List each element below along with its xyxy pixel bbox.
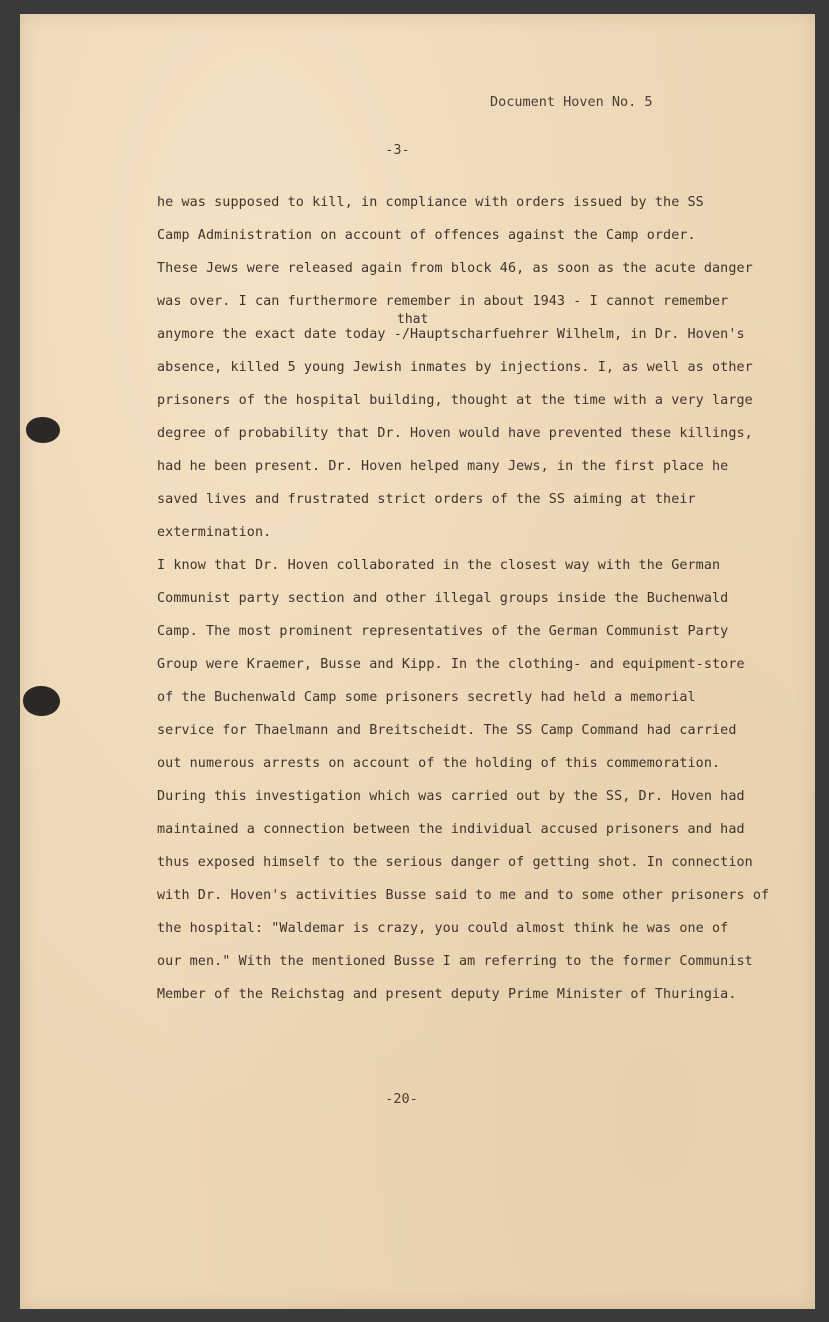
page-number-top: -3-: [385, 142, 410, 158]
text-line: the hospital: "Waldemar is crazy, you could almost think he was one of: [157, 921, 729, 936]
text-line: These Jews were released again from block 46, as soon as the acute danger: [157, 261, 753, 276]
document-page: [20, 14, 815, 1309]
text-line: Group were Kraemer, Busse and Kipp. In the clothing- and equipment-store: [157, 657, 745, 672]
text-line: anymore the exact date today -/Hauptscharfuehrer Wilhelm, in Dr. Hoven's: [157, 327, 745, 342]
text-line: Camp Administration on account of offences against the Camp order.: [157, 228, 696, 243]
punch-hole-lower: [23, 686, 60, 716]
text-line: thus exposed himself to the serious danger of getting shot. In connection: [157, 855, 753, 870]
text-line: Camp. The most prominent representatives of the German Communist Party: [157, 624, 729, 639]
text-line: he was supposed to kill, in compliance with orders issued by the SS: [157, 195, 704, 210]
text-line: Communist party section and other illegal groups inside the Buchenwald: [157, 591, 729, 606]
text-line: During this investigation which was carried out by the SS, Dr. Hoven had: [157, 789, 745, 804]
text-line: was over. I can furthermore remember in about 1943 - I cannot remember: [157, 294, 729, 309]
text-line: our men." With the mentioned Busse I am referring to the former Communist: [157, 954, 753, 969]
text-line: maintained a connection between the individual accused prisoners and had: [157, 822, 745, 837]
text-line: extermination.: [157, 525, 272, 540]
text-line: with Dr. Hoven's activities Busse said to me and to some other prisoners of: [157, 888, 770, 903]
text-line: Member of the Reichstag and present deputy Prime Minister of Thuringia.: [157, 987, 737, 1002]
text-line: prisoners of the hospital building, thought at the time with a very large: [157, 393, 753, 408]
document-header: Document Hoven No. 5: [490, 94, 653, 110]
text-line: saved lives and frustrated strict orders of the SS aiming at their: [157, 492, 696, 507]
text-line: had he been present. Dr. Hoven helped many Jews, in the first place he: [157, 459, 729, 474]
interlinear-insert: that: [397, 312, 429, 327]
text-line: I know that Dr. Hoven collaborated in the closest way with the German: [157, 558, 721, 573]
text-line: service for Thaelmann and Breitscheidt. The SS Camp Command had carried: [157, 723, 737, 738]
punch-hole-upper: [26, 417, 60, 443]
text-line: of the Buchenwald Camp some prisoners secretly had held a memorial: [157, 690, 696, 705]
page-number-bottom: -20-: [385, 1091, 418, 1107]
text-line: absence, killed 5 young Jewish inmates by injections. I, as well as other: [157, 360, 753, 375]
text-line: out numerous arrests on account of the holding of this commemoration.: [157, 756, 721, 771]
text-line: degree of probability that Dr. Hoven would have prevented these killings,: [157, 426, 753, 441]
